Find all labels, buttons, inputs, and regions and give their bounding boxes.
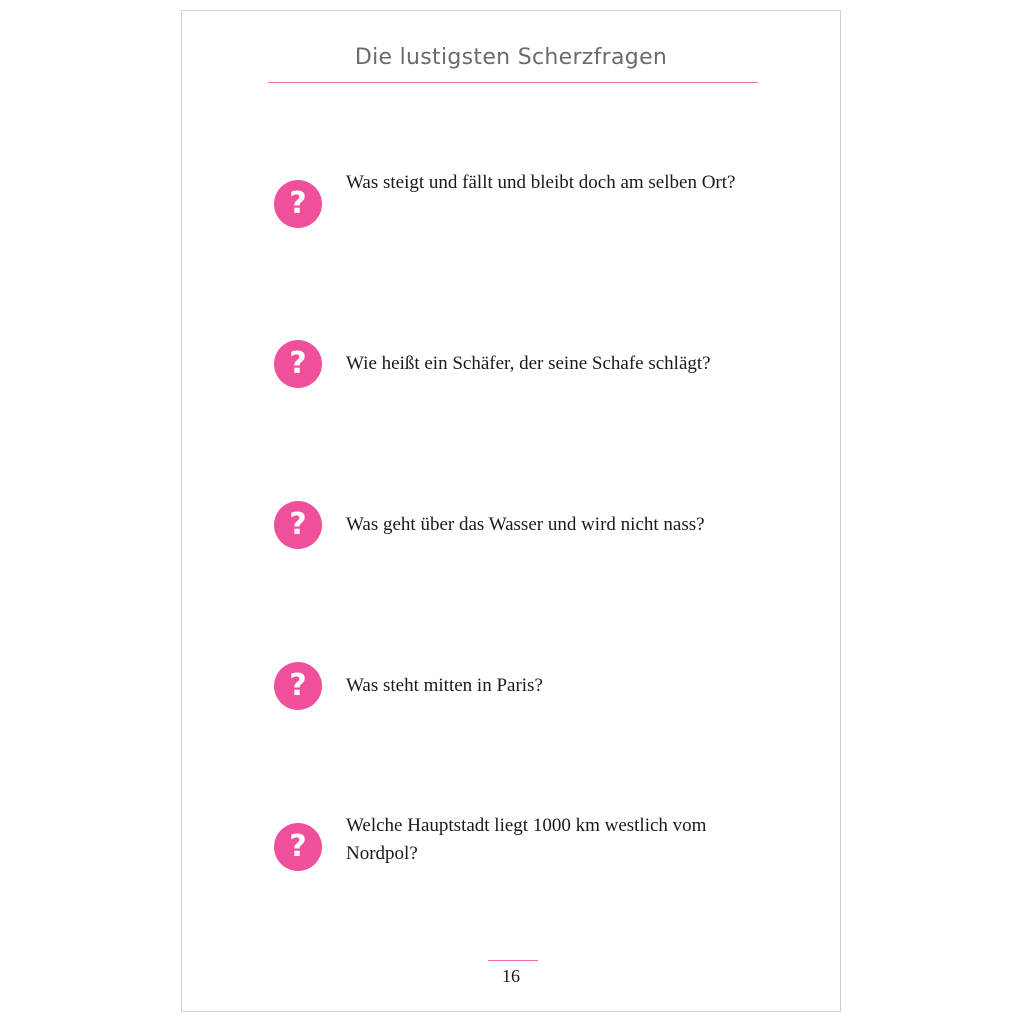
page-header-title: Die lustigsten Scherzfragen [354,45,668,70]
book-page [181,10,841,1012]
question-mark-icon: ? [274,823,322,871]
question-text: Wie heißt ein Schäfer, der seine Schafe schlägt? [346,353,711,374]
question-mark-icon: ? [274,501,322,549]
question-mark-icon: ? [274,180,322,228]
question-item [274,501,754,561]
question-mark-icon: ? [274,662,322,710]
question-text: Was geht über das Wasser und wird nicht nass? [346,514,705,535]
question-text: Was steht mitten in Paris? [346,675,543,696]
question-text: Was steigt und fällt und bleibt doch am selben Ort? [346,172,736,193]
question-mark-icon: ? [274,340,322,388]
page-number: 16 [502,966,520,986]
question-item [274,172,754,240]
footer-divider [488,960,538,961]
question-text: Welche Hauptstadt liegt 1000 km westlich vom Nordpol? [346,815,707,864]
header-divider [268,82,758,83]
question-item [274,662,754,722]
question-item [274,815,754,883]
question-item [274,340,754,400]
